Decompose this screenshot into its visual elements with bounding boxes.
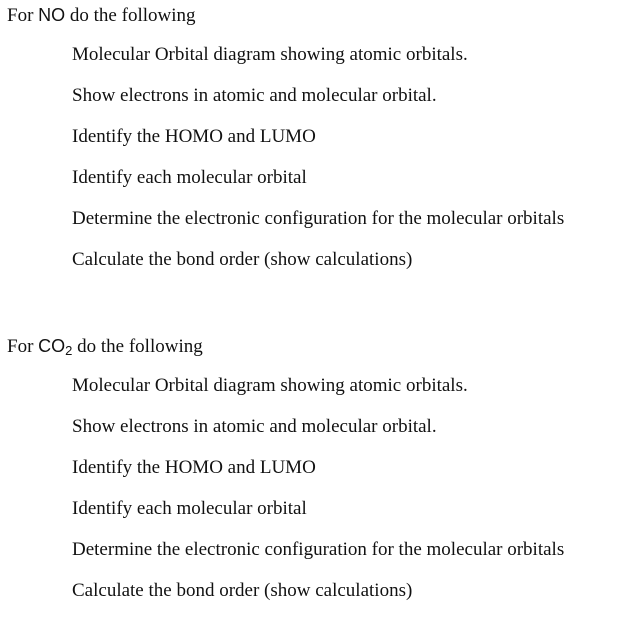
- heading-prefix: For: [7, 5, 39, 26]
- molecule-subscript: 2: [65, 343, 73, 358]
- task-item: Determine the electronic configuration for the molecular orbitals: [72, 539, 565, 560]
- task-item: Molecular Orbital diagram showing atomic orbitals.: [72, 375, 468, 396]
- task-item: Identify the HOMO and LUMO: [72, 126, 316, 147]
- heading-prefix: For: [7, 336, 39, 357]
- section-heading-co2: [7, 335, 203, 358]
- task-item: Identify each molecular orbital: [72, 167, 307, 188]
- task-list-no: [72, 44, 564, 290]
- task-item: Show electrons in atomic and molecular orbital.: [72, 85, 437, 106]
- molecule-formula-no: NO: [38, 5, 66, 25]
- task-item: Calculate the bond order (show calculations): [72, 580, 413, 601]
- task-item: Identify the HOMO and LUMO: [72, 457, 316, 478]
- section-heading-no: [7, 4, 196, 27]
- task-item: Calculate the bond order (show calculations): [72, 249, 413, 270]
- molecule-formula-co2: [38, 336, 72, 356]
- task-item: Molecular Orbital diagram showing atomic orbitals.: [72, 44, 468, 65]
- molecule-base: CO: [38, 336, 66, 356]
- task-item: Identify each molecular orbital: [72, 498, 307, 519]
- heading-suffix: do the following: [65, 5, 196, 26]
- heading-suffix: do the following: [72, 336, 203, 357]
- task-item: Show electrons in atomic and molecular orbital.: [72, 416, 437, 437]
- task-list-co2: [72, 375, 564, 621]
- task-item: Determine the electronic configuration for the molecular orbitals: [72, 208, 565, 229]
